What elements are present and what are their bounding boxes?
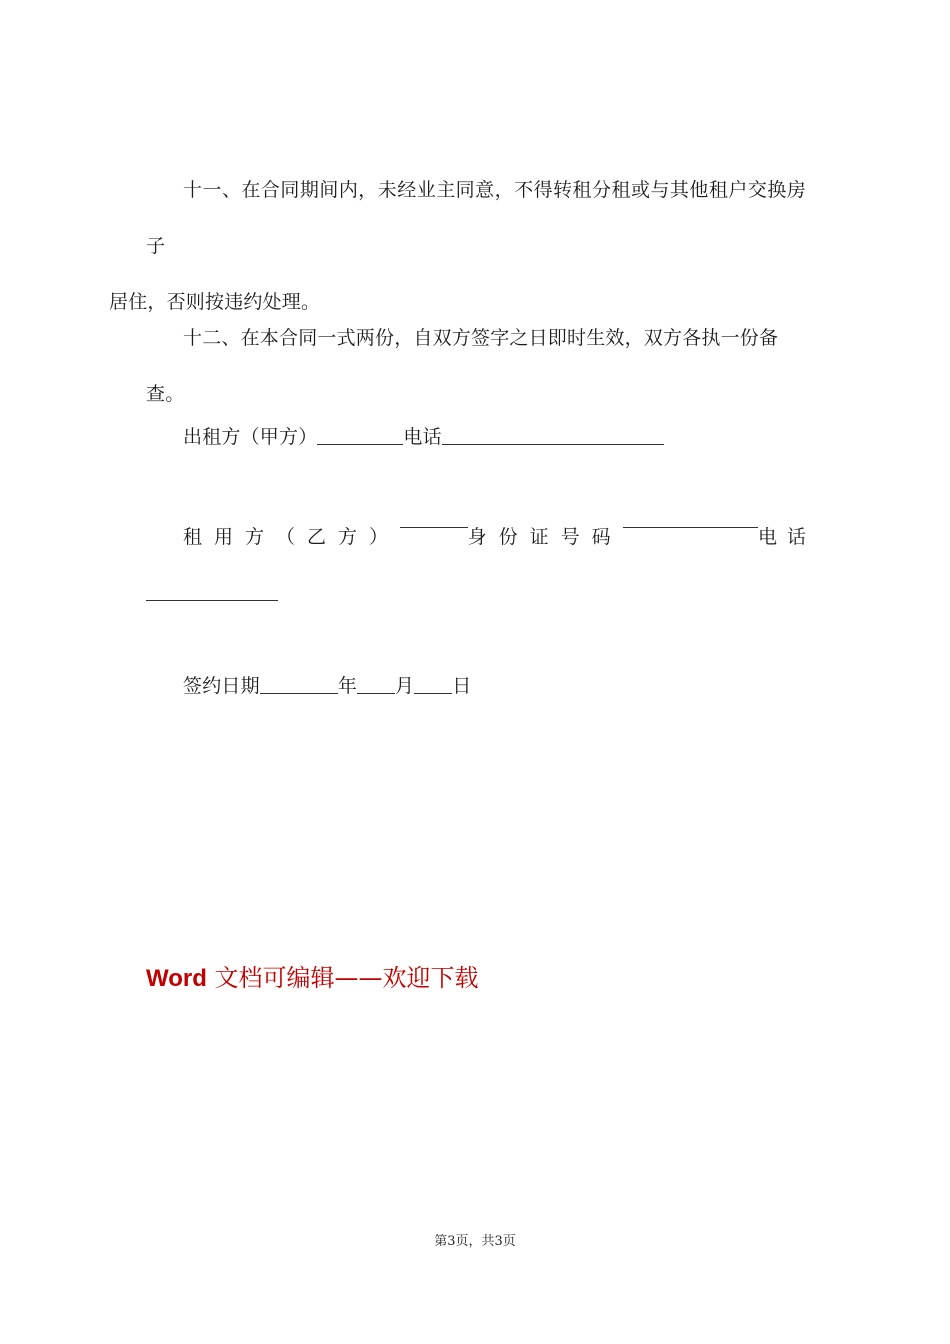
lessee-id-label: 身份证号码 <box>467 526 623 548</box>
lessee-label: 租用方（乙方） <box>183 526 401 548</box>
lessor-phone-label: 电话 <box>403 426 442 448</box>
lessee-line <box>146 509 816 565</box>
promo-rest: 文档可编辑——欢迎下载 <box>206 964 479 992</box>
lessee-id-blank[interactable] <box>623 509 758 528</box>
lessor-line <box>146 409 806 465</box>
lessee-phone-row <box>146 565 806 605</box>
sign-date-line <box>146 658 806 714</box>
lessee-phone-label: 电话 <box>757 526 816 548</box>
sign-month-label: 月 <box>395 675 415 697</box>
sign-year-blank[interactable] <box>260 675 338 694</box>
clause-12 <box>146 310 806 422</box>
lessee-phone-blank[interactable] <box>146 582 278 601</box>
sign-month-blank[interactable] <box>357 675 395 694</box>
lessor-label: 出租方（甲方） <box>183 426 318 448</box>
lessor-name-blank[interactable] <box>317 426 403 445</box>
sign-year-label: 年 <box>337 675 358 697</box>
lessee-block <box>146 509 816 605</box>
sign-day-label: 日 <box>452 675 472 697</box>
clause-12-text: 十二、在本合同一式两份，自双方签字之日即时生效，双方各执一份备查。 <box>146 327 779 405</box>
clause-11 <box>109 162 806 330</box>
promo-text <box>146 958 479 993</box>
clause-11-line1: 十一、在合同期间内，未经业主同意，不得转租分租或与其他租户交换房子 <box>146 179 806 257</box>
page-number: 第3页，共3页 <box>434 1234 516 1249</box>
promo-word: Word <box>146 965 207 992</box>
sign-date-label: 签约日期 <box>183 675 260 697</box>
sign-day-blank[interactable] <box>414 675 452 694</box>
lessee-name-blank[interactable] <box>400 509 468 528</box>
lessor-phone-blank[interactable] <box>442 426 664 445</box>
clause-11-line2: 居住，否则按违约处理。 <box>109 291 321 313</box>
